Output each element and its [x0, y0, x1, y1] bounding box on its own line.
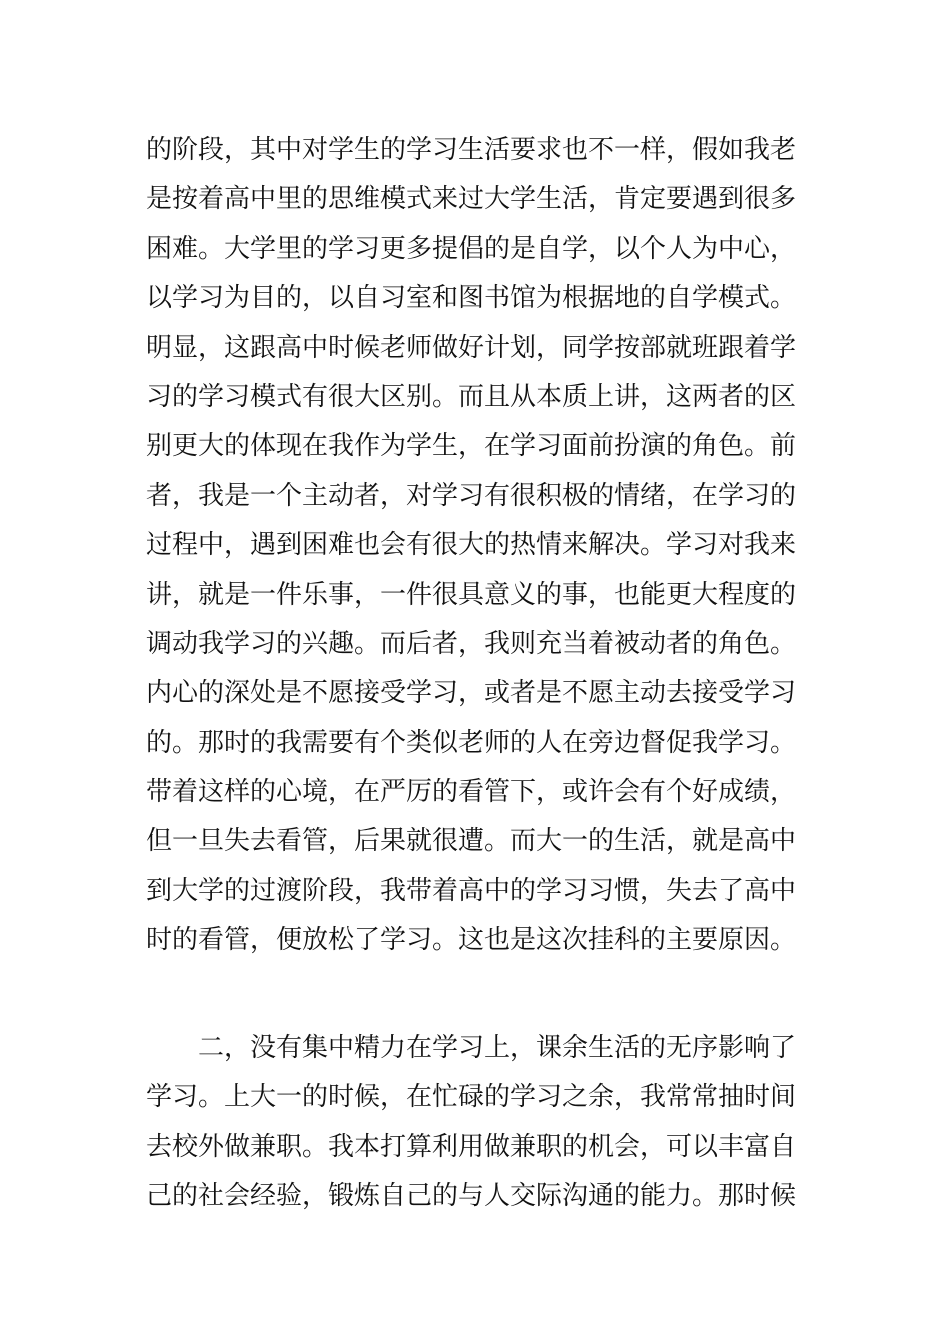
text-line: 过程中，遇到困难也会有很大的热情来解决。学习对我来: [146, 530, 797, 561]
text-line: 调动我学习的兴趣。而后者，我则充当着被动者的角色。: [146, 628, 797, 659]
body-paragraph-1: [146, 126, 806, 966]
body-paragraph-2: [146, 1024, 806, 1222]
text-line: 学习。上大一的时候，在忙碌的学习之余，我常常抽时间: [146, 1082, 797, 1113]
text-line: 的阶段，其中对学生的学习生活要求也不一样，假如我老: [146, 135, 797, 165]
text-line: 以学习为目的，以自习室和图书馆为根据地的自学模式。: [146, 283, 797, 314]
text-line: 讲，就是一件乐事，一件很具意义的事，也能更大程度的: [146, 579, 797, 610]
text-line: 去校外做兼职。我本打算利用做兼职的机会，可以丰富自: [146, 1131, 797, 1162]
text-line: 明显，这跟高中时候老师做好计划，同学按部就班跟着学: [146, 332, 797, 363]
text-line: 者，我是一个主动者，对学习有很积极的情绪，在学习的: [146, 480, 797, 511]
text-line: 带着这样的心境，在严厉的看管下，或许会有个好成绩，: [146, 777, 797, 808]
text-line: 习的学习模式有很大区别。而且从本质上讲，这两者的区: [146, 381, 797, 412]
text-line: 是按着高中里的思维模式来过大学生活，肯定要遇到很多: [146, 184, 797, 215]
text-line: 时的看管，便放松了学习。这也是这次挂科的主要原因。: [146, 925, 797, 956]
text-line: 到大学的过渡阶段，我带着高中的学习习惯，失去了高中: [146, 875, 797, 906]
text-line: 但一旦失去看管，后果就很遭。而大一的生活，就是高中: [146, 826, 797, 857]
text-line: 内心的深处是不愿接受学习，或者是不愿主动去接受学习: [146, 678, 797, 709]
text-line: 别更大的体现在我作为学生，在学习面前扮演的角色。前: [146, 431, 797, 462]
text-line: 的。那时的我需要有个类似老师的人在旁边督促我学习。: [146, 727, 797, 758]
text-line-first-indented: 二，没有集中精力在学习上，课余生活的无序影响了: [198, 1033, 797, 1063]
text-line: 困难。大学里的学习更多提倡的是自学，以个人为中心，: [146, 233, 797, 264]
text-line: 己的社会经验，锻炼自己的与人交际沟通的能力。那时候: [146, 1181, 797, 1212]
